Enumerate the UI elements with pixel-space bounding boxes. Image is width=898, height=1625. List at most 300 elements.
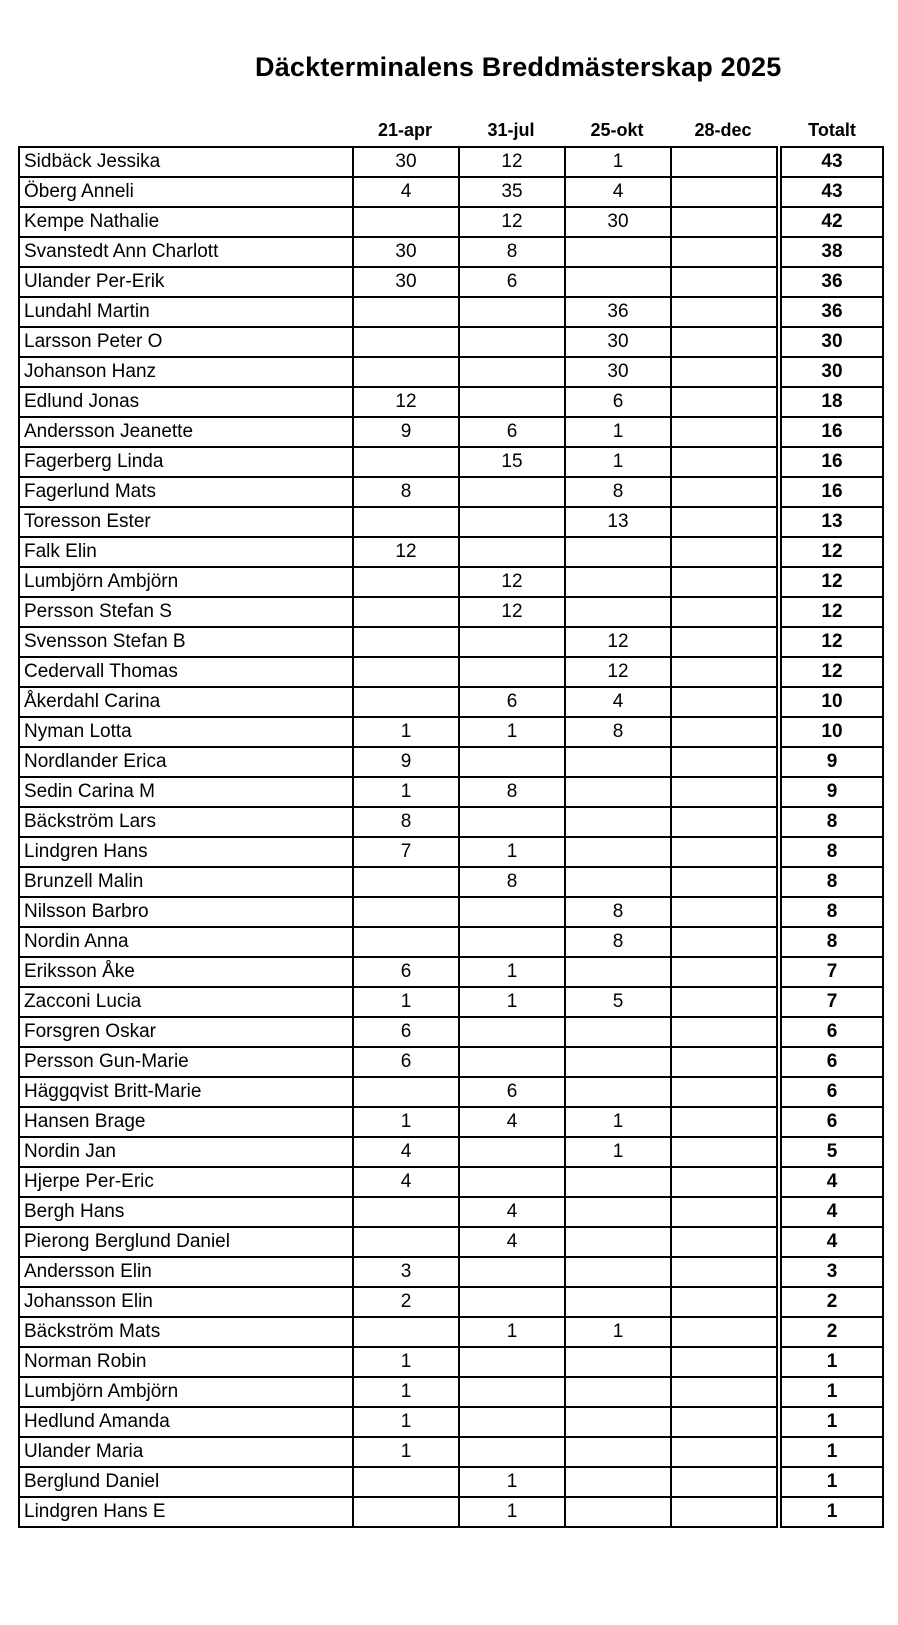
score-cell [671,1017,777,1047]
total-cell: 12 [781,537,883,567]
column-header-21-apr: 21-apr [377,120,433,140]
score-cell: 4 [353,177,459,207]
total-cell: 16 [781,447,883,477]
score-cell [459,897,565,927]
score-cell [565,1077,671,1107]
total-cell: 36 [781,267,883,297]
table-row [19,597,883,627]
total-cell: 10 [781,687,883,717]
score-cell: 8 [565,897,671,927]
table-row [19,1077,883,1107]
total-cell: 42 [781,207,883,237]
score-cell [671,927,777,957]
score-cell [565,567,671,597]
score-cell [671,1257,777,1287]
score-cell [459,927,565,957]
standings-body [19,147,883,1527]
score-cell [459,657,565,687]
score-cell [671,567,777,597]
score-cell [353,597,459,627]
table-row [19,657,883,687]
score-cell [353,507,459,537]
total-cell: 9 [781,747,883,777]
table-row [19,1287,883,1317]
score-cell [671,1467,777,1497]
participant-name: Falk Elin [19,537,353,567]
score-cell [459,1047,565,1077]
score-cell: 1 [459,957,565,987]
total-cell: 1 [781,1407,883,1437]
table-row [19,1347,883,1377]
total-cell: 16 [781,477,883,507]
score-cell [565,1437,671,1467]
score-cell [459,747,565,777]
score-cell [353,687,459,717]
score-cell [671,147,777,177]
score-cell: 6 [353,1047,459,1077]
score-cell: 12 [353,537,459,567]
score-cell: 1 [565,1317,671,1347]
participant-name: Hedlund Amanda [19,1407,353,1437]
table-row [19,327,883,357]
score-cell: 30 [565,207,671,237]
score-cell: 4 [565,177,671,207]
table-row [19,927,883,957]
table-row [19,477,883,507]
score-cell [671,267,777,297]
table-row [19,567,883,597]
score-cell: 8 [353,477,459,507]
table-row [19,267,883,297]
score-cell [671,417,777,447]
score-cell [671,327,777,357]
score-cell: 4 [353,1137,459,1167]
participant-name: Nilsson Barbro [19,897,353,927]
table-row [19,1407,883,1437]
score-cell [671,627,777,657]
score-cell: 4 [459,1107,565,1137]
score-cell: 1 [353,717,459,747]
score-cell [671,387,777,417]
score-cell [459,807,565,837]
score-cell [671,1077,777,1107]
score-cell: 8 [565,927,671,957]
total-cell: 8 [781,927,883,957]
score-cell [671,477,777,507]
table-row [19,1317,883,1347]
table-row [19,507,883,537]
score-cell [671,1227,777,1257]
score-cell [565,957,671,987]
participant-name: Bäckström Mats [19,1317,353,1347]
participant-name: Häggqvist Britt-Marie [19,1077,353,1107]
score-cell [459,1257,565,1287]
total-cell: 3 [781,1257,883,1287]
score-cell: 12 [459,147,565,177]
score-cell [353,447,459,477]
score-cell [459,1017,565,1047]
score-cell: 8 [459,777,565,807]
total-cell: 7 [781,957,883,987]
score-cell [565,1347,671,1377]
score-cell: 12 [565,657,671,687]
score-cell: 30 [353,147,459,177]
score-cell [671,237,777,267]
score-cell: 6 [565,387,671,417]
table-row [19,897,883,927]
table-row [19,1437,883,1467]
score-cell [565,597,671,627]
score-cell [671,1167,777,1197]
total-cell: 1 [781,1467,883,1497]
score-cell [671,1287,777,1317]
total-cell: 7 [781,987,883,1017]
participant-name: Kempe Nathalie [19,207,353,237]
participant-name: Bergh Hans [19,1197,353,1227]
score-cell [565,237,671,267]
total-cell: 4 [781,1167,883,1197]
score-cell [459,327,565,357]
score-cell: 30 [565,357,671,387]
total-cell: 12 [781,627,883,657]
participant-name: Nordin Anna [19,927,353,957]
participant-name: Berglund Daniel [19,1467,353,1497]
score-cell [353,1497,459,1527]
score-cell: 3 [353,1257,459,1287]
total-cell: 9 [781,777,883,807]
score-cell [671,717,777,747]
total-cell: 36 [781,297,883,327]
score-cell [671,747,777,777]
score-cell [671,537,777,567]
score-cell: 1 [353,1347,459,1377]
participant-name: Brunzell Malin [19,867,353,897]
table-row [19,1107,883,1137]
score-cell [671,597,777,627]
total-cell: 4 [781,1227,883,1257]
table-row [19,147,883,177]
score-cell [671,1047,777,1077]
table-row [19,1047,883,1077]
participant-name: Hjerpe Per-Eric [19,1167,353,1197]
total-cell: 18 [781,387,883,417]
participant-name: Andersson Elin [19,1257,353,1287]
table-row [19,1167,883,1197]
score-cell: 8 [565,477,671,507]
table-row [19,717,883,747]
table-row [19,627,883,657]
score-cell: 1 [353,1377,459,1407]
participant-name: Larsson Peter O [19,327,353,357]
score-cell: 1 [565,417,671,447]
table-row [19,807,883,837]
participant-name: Åkerdahl Carina [19,687,353,717]
score-cell: 8 [353,807,459,837]
column-header-31-jul: 31-jul [487,120,535,140]
score-cell: 12 [459,597,565,627]
score-cell: 1 [353,1107,459,1137]
table-row [19,987,883,1017]
standings-table [18,146,884,1528]
participant-name: Lindgren Hans E [19,1497,353,1527]
score-cell [565,1287,671,1317]
score-cell: 30 [565,327,671,357]
score-cell: 6 [459,1077,565,1107]
score-cell [671,1347,777,1377]
score-cell [671,807,777,837]
score-cell [353,1317,459,1347]
score-cell: 4 [353,1167,459,1197]
score-cell: 12 [459,207,565,237]
score-cell [671,207,777,237]
table-row [19,447,883,477]
score-cell: 6 [353,957,459,987]
score-cell [671,357,777,387]
total-cell: 2 [781,1287,883,1317]
score-cell: 1 [459,987,565,1017]
score-cell [565,1017,671,1047]
score-cell [671,1317,777,1347]
participant-name: Ulander Maria [19,1437,353,1467]
score-cell: 8 [459,237,565,267]
score-cell [353,1227,459,1257]
score-cell: 6 [459,417,565,447]
participant-name: Öberg Anneli [19,177,353,207]
score-cell [353,927,459,957]
score-cell [565,747,671,777]
score-cell [671,657,777,687]
participant-name: Andersson Jeanette [19,417,353,447]
score-cell: 35 [459,177,565,207]
total-cell: 10 [781,717,883,747]
participant-name: Lindgren Hans [19,837,353,867]
table-row [19,1467,883,1497]
score-cell [459,507,565,537]
score-cell: 6 [353,1017,459,1047]
score-cell: 7 [353,837,459,867]
participant-name: Sidbäck Jessika [19,147,353,177]
total-cell: 6 [781,1077,883,1107]
score-cell [671,507,777,537]
score-cell [671,1497,777,1527]
score-cell [565,537,671,567]
score-cell [565,1227,671,1257]
score-cell [565,777,671,807]
total-cell: 43 [781,177,883,207]
score-cell [459,1407,565,1437]
score-cell [671,897,777,927]
table-row [19,687,883,717]
score-cell [459,1347,565,1377]
score-cell [459,297,565,327]
score-cell [671,177,777,207]
score-cell: 1 [353,777,459,807]
score-cell [565,807,671,837]
score-cell [565,1467,671,1497]
score-cell [353,1077,459,1107]
total-cell: 6 [781,1047,883,1077]
total-cell: 30 [781,327,883,357]
participant-name: Fagerberg Linda [19,447,353,477]
score-cell: 1 [565,1107,671,1137]
score-cell: 1 [459,1497,565,1527]
score-cell: 12 [459,567,565,597]
score-cell: 1 [353,1437,459,1467]
table-row [19,1377,883,1407]
score-cell: 12 [565,627,671,657]
participant-name: Nordlander Erica [19,747,353,777]
score-cell [459,537,565,567]
score-cell [565,1407,671,1437]
table-row [19,537,883,567]
score-cell [671,777,777,807]
score-cell [459,477,565,507]
total-cell: 38 [781,237,883,267]
table-row [19,387,883,417]
participant-name: Sedin Carina M [19,777,353,807]
participant-name: Nordin Jan [19,1137,353,1167]
total-cell: 13 [781,507,883,537]
score-cell [459,357,565,387]
score-cell [671,837,777,867]
score-cell [459,1287,565,1317]
participant-name: Edlund Jonas [19,387,353,417]
score-cell: 1 [459,1467,565,1497]
participant-name: Johanson Hanz [19,357,353,387]
score-cell [459,387,565,417]
total-cell: 1 [781,1497,883,1527]
table-row [19,1257,883,1287]
score-cell: 4 [565,687,671,717]
score-cell: 6 [459,687,565,717]
score-cell [671,957,777,987]
total-cell: 1 [781,1347,883,1377]
score-cell [353,897,459,927]
participant-name: Ulander Per-Erik [19,267,353,297]
table-row [19,177,883,207]
score-cell: 15 [459,447,565,477]
score-cell [353,1467,459,1497]
participant-name: Lumbjörn Ambjörn [19,567,353,597]
participant-name: Pierong Berglund Daniel [19,1227,353,1257]
score-cell [671,1377,777,1407]
total-cell: 8 [781,897,883,927]
score-cell [459,1137,565,1167]
participant-name: Bäckström Lars [19,807,353,837]
score-cell [353,327,459,357]
score-cell [671,1107,777,1137]
column-header-28-dec: 28-dec [694,120,752,140]
score-cell [565,267,671,297]
table-row [19,1017,883,1047]
total-cell: 8 [781,867,883,897]
score-cell [565,1497,671,1527]
score-cell [353,627,459,657]
score-cell: 1 [459,1317,565,1347]
page-title: Däckterminalens Breddmästerskap 2025 [255,52,782,82]
column-header-totalt: Totalt [808,120,856,140]
score-cell: 8 [459,867,565,897]
column-header-25-okt: 25-okt [590,120,644,140]
total-cell: 6 [781,1107,883,1137]
score-cell [459,1437,565,1467]
score-cell: 4 [459,1227,565,1257]
participant-name: Svensson Stefan B [19,627,353,657]
score-cell [565,1167,671,1197]
participant-name: Persson Stefan S [19,597,353,627]
score-cell: 13 [565,507,671,537]
score-cell [671,297,777,327]
total-cell: 5 [781,1137,883,1167]
score-cell [353,657,459,687]
total-cell: 1 [781,1377,883,1407]
score-cell: 9 [353,747,459,777]
table-row [19,237,883,267]
score-cell: 1 [353,1407,459,1437]
score-cell [565,1257,671,1287]
score-cell: 12 [353,387,459,417]
table-row [19,1497,883,1527]
score-cell [671,687,777,717]
participant-name: Zacconi Lucia [19,987,353,1017]
score-cell [459,1167,565,1197]
score-cell: 6 [459,267,565,297]
score-cell: 2 [353,1287,459,1317]
participant-name: Norman Robin [19,1347,353,1377]
score-cell [459,1377,565,1407]
total-cell: 6 [781,1017,883,1047]
table-row [19,777,883,807]
total-cell: 8 [781,837,883,867]
table-row [19,747,883,777]
table-row [19,1137,883,1167]
total-cell: 16 [781,417,883,447]
score-cell [671,1137,777,1167]
score-cell [353,297,459,327]
table-row [19,1227,883,1257]
participant-name: Fagerlund Mats [19,477,353,507]
score-cell: 30 [353,267,459,297]
score-cell [671,987,777,1017]
score-cell: 1 [353,987,459,1017]
score-cell: 30 [353,237,459,267]
total-cell: 30 [781,357,883,387]
score-cell: 8 [565,717,671,747]
table-row [19,837,883,867]
table-row [19,867,883,897]
table-row [19,357,883,387]
score-cell: 1 [565,447,671,477]
total-cell: 12 [781,567,883,597]
score-cell [565,1047,671,1077]
participant-name: Lumbjörn Ambjörn [19,1377,353,1407]
score-cell [459,627,565,657]
table-row [19,297,883,327]
score-cell [671,1197,777,1227]
score-cell: 5 [565,987,671,1017]
score-cell [671,867,777,897]
score-cell [671,447,777,477]
total-cell: 12 [781,657,883,687]
participant-name: Forsgren Oskar [19,1017,353,1047]
participant-name: Hansen Brage [19,1107,353,1137]
table-row [19,207,883,237]
participant-name: Toresson Ester [19,507,353,537]
participant-name: Nyman Lotta [19,717,353,747]
score-cell [565,867,671,897]
score-cell [353,357,459,387]
score-cell: 36 [565,297,671,327]
